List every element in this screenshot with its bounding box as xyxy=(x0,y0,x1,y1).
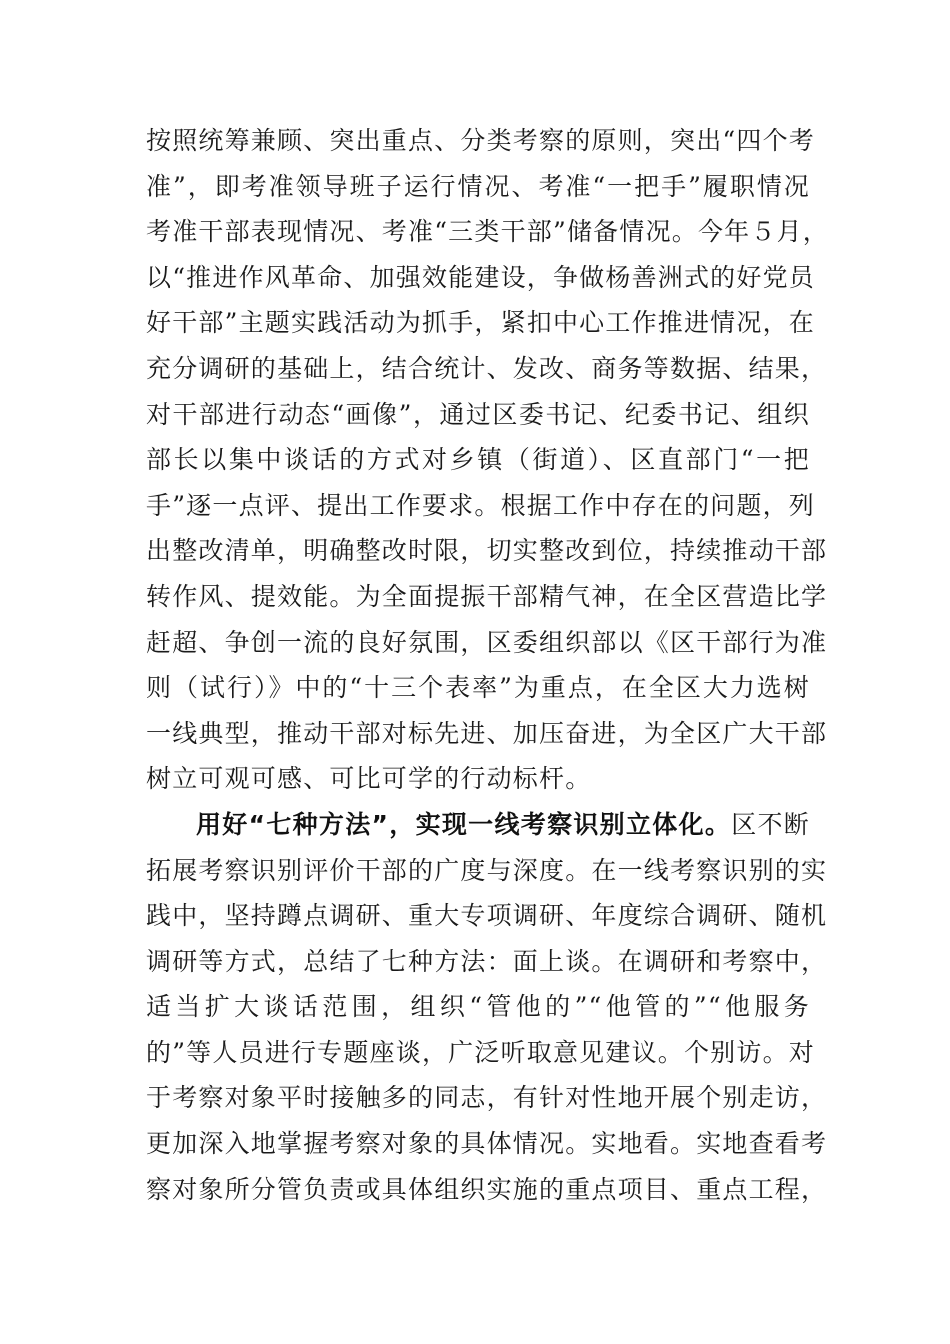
text-line: 好干部”主题实践活动为抓手，紧扣中心工作推进情况，在 xyxy=(146,308,815,338)
text-line: 手”逐一点评、提出工作要求。根据工作中存在的问题，列 xyxy=(146,490,815,520)
text-fragment: 区不断 xyxy=(731,809,810,839)
text-line: 树立可观可感、可比可学的行动标杆。 xyxy=(146,764,592,794)
text-line: 则（试行）》中的“十三个表率”为重点，在全区大力选树 xyxy=(146,673,810,703)
text-line: 的”等人员进行专题座谈，广泛听取意见建议。个别访。对 xyxy=(146,1037,815,1067)
text-line: 考准干部表现情况、考准“三类干部”储备情况。今年５月， xyxy=(146,217,829,247)
section-heading: 用好“七种方法”，实现一线考察识别立体化。 xyxy=(196,809,732,839)
document-body xyxy=(146,118,829,1212)
text-line: 拓展考察识别评价干部的广度与深度。在一线考察识别的实 xyxy=(146,855,828,885)
text-line: 践中，坚持蹲点调研、重大专项调研、年度综合调研、随机 xyxy=(146,901,828,931)
paragraph-2-first-line xyxy=(146,802,810,848)
text-line: 准”，即考准领导班子运行情况、考准“一把手”履职情况 xyxy=(146,171,810,201)
text-line: 赶超、争创一流的良好氛围，区委组织部以《区干部行为准 xyxy=(146,627,828,657)
text-line: 调研等方式，总结了七种方法：面上谈。在调研和考察中， xyxy=(146,946,828,976)
text-line: 按照统筹兼顾、突出重点、分类考察的原则，突出“四个考 xyxy=(146,126,815,155)
text-line: 部长以集中谈话的方式对乡镇（街道）、区直部门“一把 xyxy=(146,445,810,475)
text-line: 以“推进作风革命、加强效能建设，争做杨善洲式的好党员 xyxy=(146,262,815,292)
text-line: 转作风、提效能。为全面提振干部精气神，在全区营造比学 xyxy=(146,581,828,611)
paragraph-1 xyxy=(146,118,829,802)
text-line: 一线典型，推动干部对标先进、加压奋进，为全区广大干部 xyxy=(146,718,828,748)
text-line: 对干部进行动态“画像”，通过区委书记、纪委书记、组织 xyxy=(146,399,810,429)
paragraph-2 xyxy=(146,802,828,1212)
text-line: 察对象所分管负责或具体组织实施的重点项目、重点工程， xyxy=(146,1174,828,1204)
text-line: 充分调研的基础上，结合统计、发改、商务等数据、结果， xyxy=(146,353,828,383)
text-line: 出整改清单，明确整改时限，切实整改到位，持续推动干部 xyxy=(146,536,828,566)
text-line: 适当扩大谈话范围，组织“管他的”“他管的”“他服务 xyxy=(146,992,810,1022)
text-line: 于考察对象平时接触多的同志，有针对性地开展个别走访， xyxy=(146,1083,828,1113)
text-line: 更加深入地掌握考察对象的具体情况。实地看。实地查看考 xyxy=(146,1129,828,1159)
